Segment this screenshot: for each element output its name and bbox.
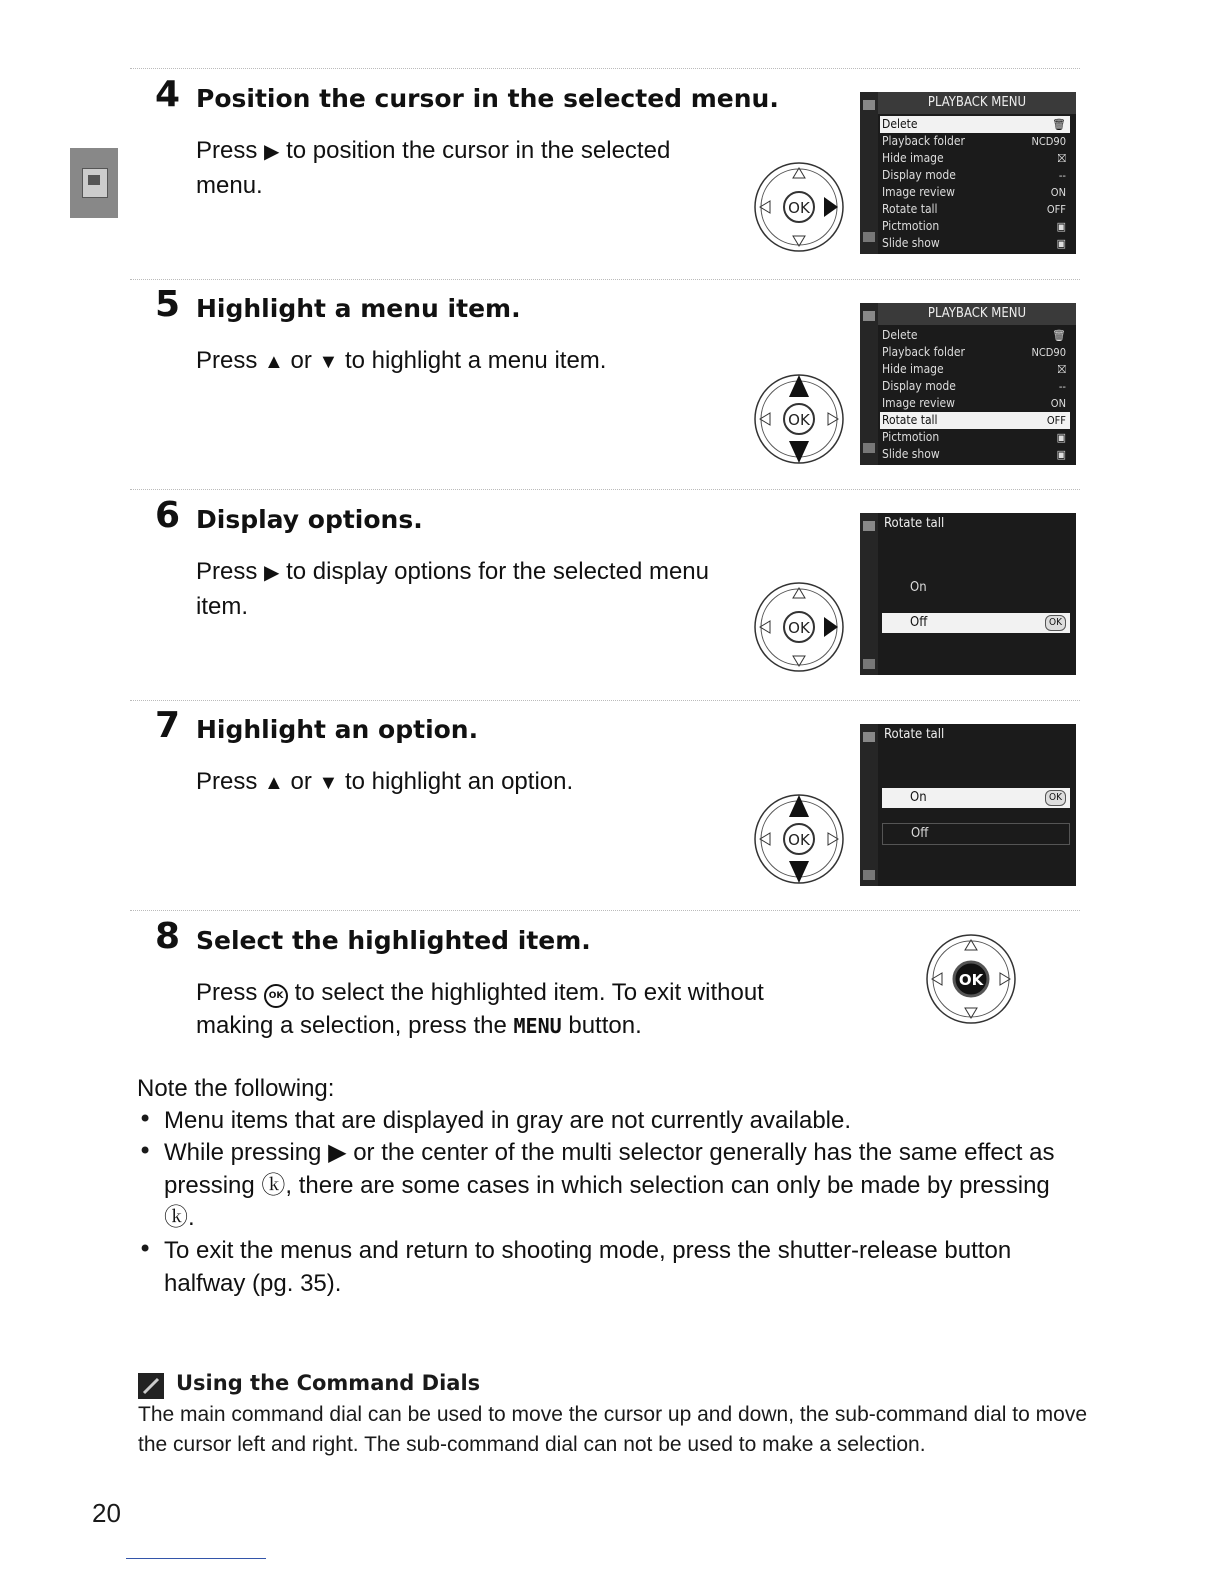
option-item[interactable]: Off <box>882 823 1070 845</box>
svg-text:OK: OK <box>958 971 984 989</box>
screen-title: PLAYBACK MENU <box>878 303 1076 325</box>
step-title: Highlight a menu item. <box>196 294 521 323</box>
menu-item[interactable]: Image review ON <box>882 185 1066 199</box>
menu-button-label: MENU <box>513 1014 562 1038</box>
bullet-dot: • <box>138 1235 153 1263</box>
down-arrow-icon: ▼ <box>318 351 339 373</box>
bullet-dot: • <box>138 1137 153 1165</box>
ok-badge: OK <box>1045 615 1066 631</box>
divider <box>130 279 1080 280</box>
ok-button-icon: OK <box>264 984 288 1008</box>
step-text: Press ▶ to display options for the selected menu item. <box>196 558 709 620</box>
menu-item[interactable]: Display mode -- <box>882 168 1066 182</box>
footer-rule <box>126 1558 266 1559</box>
right-arrow-icon: ▶ <box>264 141 280 163</box>
step-number: 6 <box>155 495 181 536</box>
svg-text:OK: OK <box>788 831 810 849</box>
screen-title: PLAYBACK MENU <box>878 92 1076 114</box>
step-number: 7 <box>155 705 181 746</box>
camera-menu-screen <box>860 303 1076 465</box>
menu-item[interactable]: Slide show ▣ <box>882 447 1066 461</box>
step-number: 8 <box>155 916 181 957</box>
menu-item[interactable]: Delete 🗑 <box>882 328 1066 342</box>
right-arrow-icon: ▶ <box>264 562 280 584</box>
multi-selector <box>752 580 848 676</box>
camera-option-screen <box>860 513 1076 675</box>
menu-item[interactable]: Display mode -- <box>882 379 1066 393</box>
step-text: Press OK to select the highlighted item. To exit without making a selection, press the MENU button. <box>196 979 764 1039</box>
multi-selector <box>752 160 848 256</box>
menu-item[interactable]: Slide show ▣ <box>882 236 1066 250</box>
bullet-dot: • <box>138 1105 153 1133</box>
menu-item[interactable]: Playback folder NCD90 <box>882 345 1066 359</box>
step-number: 4 <box>155 74 181 115</box>
up-arrow-icon: ▲ <box>264 772 284 794</box>
multi-selector <box>752 372 848 468</box>
note-bullet: While pressing ▶ or the center of the multi selector generally has the same effect as pressing ⓚ, there are some cases in which selection can only be made by pressing ⓚ. <box>164 1139 1055 1231</box>
pencil-note-icon <box>138 1373 164 1399</box>
step-title: Select the highlighted item. <box>196 926 591 955</box>
menu-item[interactable]: Rotate tall OFF <box>880 412 1070 429</box>
multi-selector <box>924 932 1020 1028</box>
menu-item[interactable]: Pictmotion ▣ <box>882 430 1066 444</box>
option-item[interactable]: On <box>910 580 927 595</box>
step-number: 5 <box>155 284 181 325</box>
step-text: Press ▲ or ▼ to highlight an option. <box>196 768 574 795</box>
multi-selector <box>752 792 848 888</box>
svg-text:OK: OK <box>788 199 810 217</box>
page-number: 20 <box>92 1498 121 1528</box>
down-arrow-icon: ▼ <box>318 772 339 794</box>
divider <box>130 489 1080 490</box>
screen-title: Rotate tall <box>884 516 945 531</box>
note-bullet: To exit the menus and return to shooting mode, press the shutter-release button halfway (pg. 35). <box>164 1237 1012 1297</box>
notes-intro: Note the following: <box>137 1075 335 1102</box>
screen-title: Rotate tall <box>884 727 945 742</box>
menu-item[interactable]: Playback folder NCD90 <box>882 134 1066 148</box>
camera-option-screen <box>860 724 1076 886</box>
menu-item[interactable]: Hide image ⛝ <box>882 151 1066 165</box>
tip-title: Using the Command Dials <box>176 1371 481 1395</box>
note-bullet: Menu items that are displayed in gray are not currently available. <box>164 1107 852 1134</box>
side-tab <box>70 148 118 218</box>
camera-menu-screen <box>860 92 1076 254</box>
divider <box>130 700 1080 701</box>
svg-text:OK: OK <box>788 411 810 429</box>
divider <box>130 910 1080 911</box>
step-text: Press ▶ to position the cursor in the selected menu. <box>196 137 671 199</box>
menu-item[interactable]: Delete 🗑 <box>880 116 1070 133</box>
step-title: Position the cursor in the selected menu. <box>196 84 779 113</box>
tip-text: The main command dial can be used to move the cursor up and down, the sub-command dial to move the cursor left and right. The sub-command dial can not be used to make a selection. <box>138 1403 1088 1456</box>
step-text: Press ▲ or ▼ to highlight a menu item. <box>196 347 607 374</box>
option-item[interactable]: Off OK <box>882 613 1070 633</box>
svg-text:OK: OK <box>788 619 810 637</box>
option-item[interactable]: On OK <box>882 788 1070 808</box>
step-title: Display options. <box>196 505 423 534</box>
up-arrow-icon: ▲ <box>264 351 284 373</box>
ok-badge: OK <box>1045 790 1066 806</box>
menu-item[interactable]: Hide image ⛝ <box>882 362 1066 376</box>
step-title: Highlight an option. <box>196 715 479 744</box>
menu-item[interactable]: Pictmotion ▣ <box>882 219 1066 233</box>
menu-item[interactable]: Rotate tall OFF <box>882 202 1066 216</box>
menu-guide-icon <box>82 168 108 198</box>
divider <box>130 68 1080 69</box>
menu-item[interactable]: Image review ON <box>882 396 1066 410</box>
